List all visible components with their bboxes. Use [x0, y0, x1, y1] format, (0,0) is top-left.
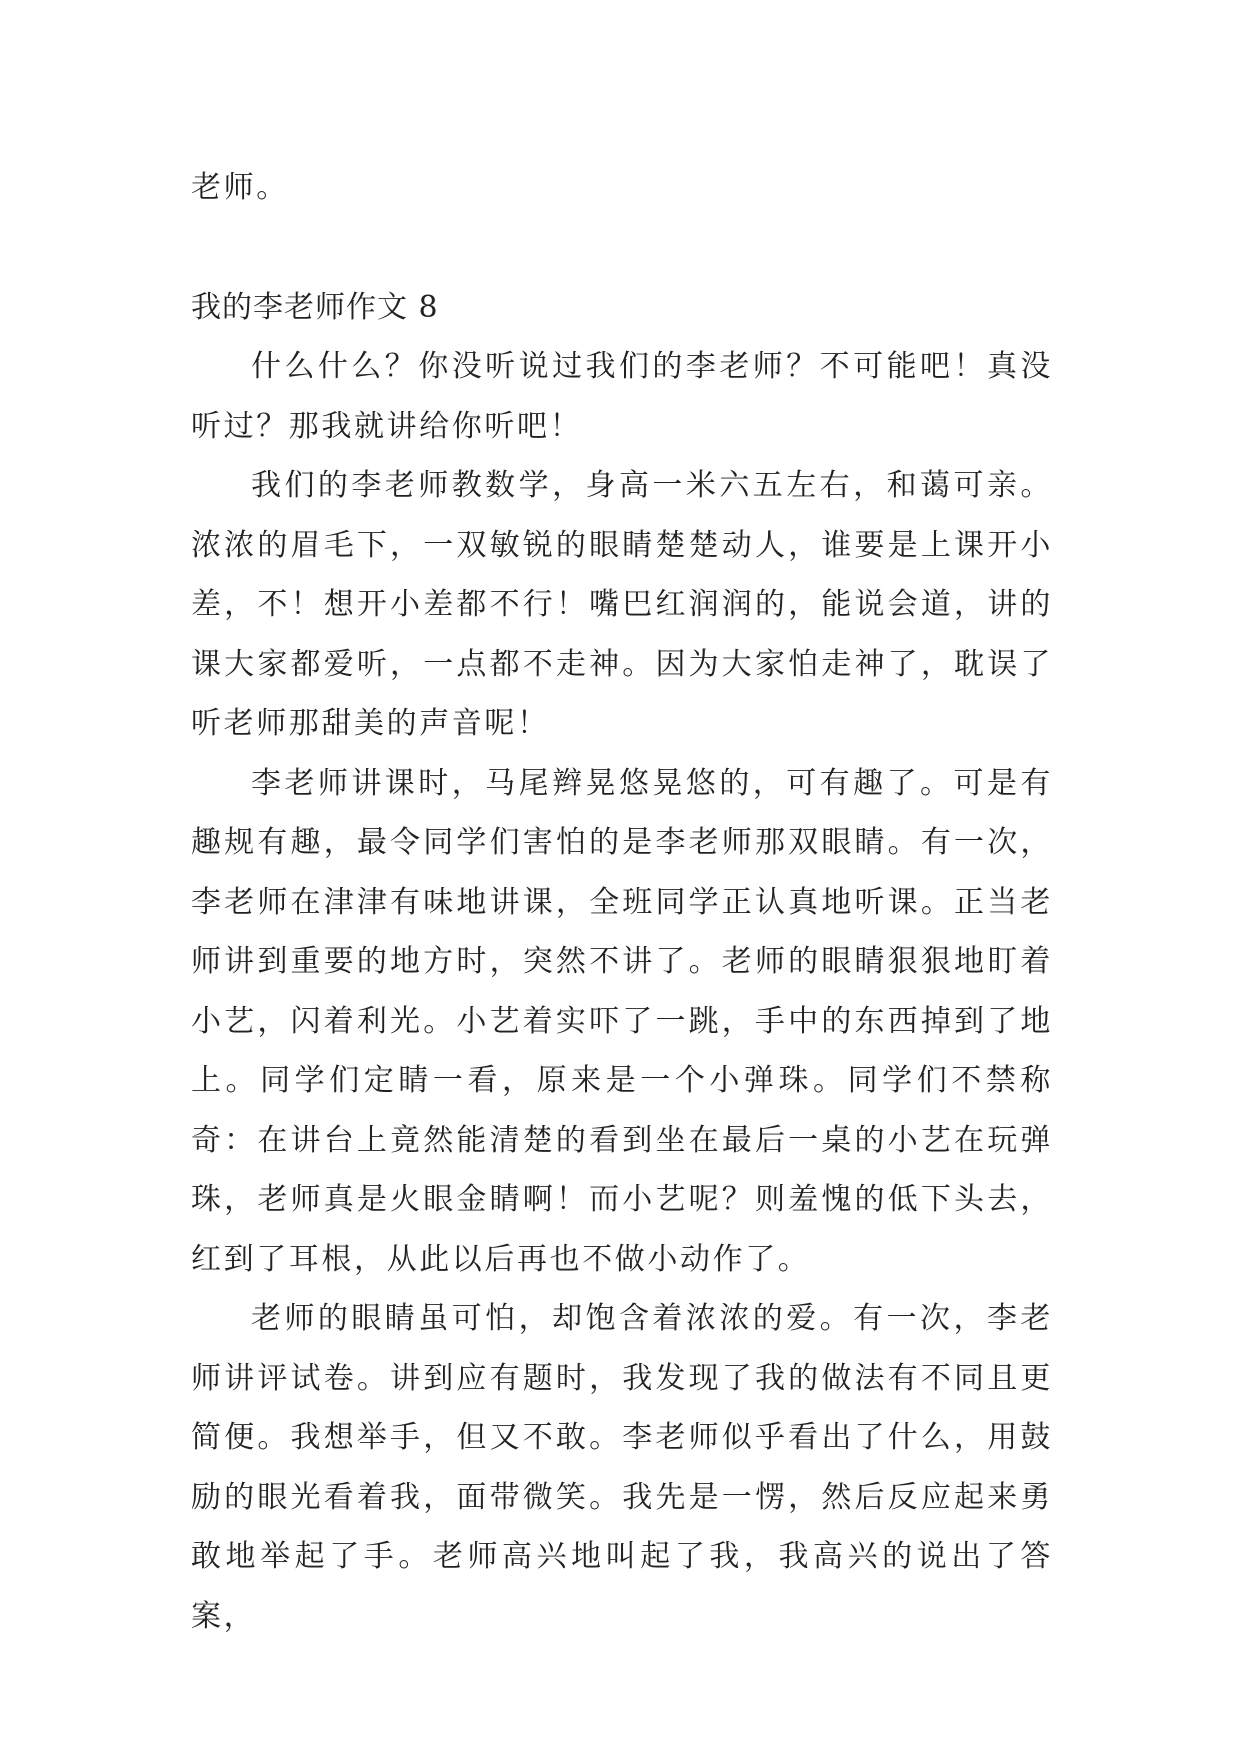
leading-fragment: 老师。 — [191, 170, 289, 205]
paragraph-1: 什么什么？你没听说过我们的李老师？不可能吧！真没听过？那我就讲给你听吧！ — [191, 349, 1053, 444]
essay-heading: 我的李老师作文 8 — [191, 290, 439, 325]
document-body — [191, 158, 1053, 1646]
paragraph-3: 李老师讲课时，马尾辫晃悠晃悠的，可有趣了。可是有趣规有趣，最令同学们害怕的是李老师那双眼睛。有一次，李老师在津津有味地讲课，全班同学正认真地听课。正当老师讲到重要的地方时，突然不讲了。老师的眼睛狠狠地盯着小艺，闪着利光。小艺着实吓了一跳，手中的东西掉到了地上。同学们定睛一看，原来是一个小弹珠。同学们不禁称奇：在讲台上竟然能清楚的看到坐在最后一桌的小艺在玩弹珠，老师真是火眼金睛啊！而小艺呢？则羞愧的低下头去，红到了耳根，从此以后再也不做小动作了。 — [191, 765, 1053, 1277]
section-gap — [191, 217, 1053, 278]
paragraph-4: 老师的眼睛虽可怕，却饱含着浓浓的爱。有一次，李老师讲评试卷。讲到应有题时，我发现了我的做法有不同且更简便。我想举手，但又不敢。李老师似乎看出了什么，用鼓励的眼光看着我，面带微笑。我先是一愣，然后反应起来勇敢地举起了手。老师高兴地叫起了我，我高兴的说出了答案， — [191, 1301, 1053, 1634]
paragraph-2: 我们的李老师教数学，身高一米六五左右，和蔼可亲。浓浓的眉毛下，一双敏锐的眼睛楚楚动人，谁要是上课开小差，不！想开小差都不行！嘴巴红润润的，能说会道，讲的课大家都爱听，一点都不走神。因为大家怕走神了，耽误了听老师那甜美的声音呢！ — [191, 468, 1053, 741]
